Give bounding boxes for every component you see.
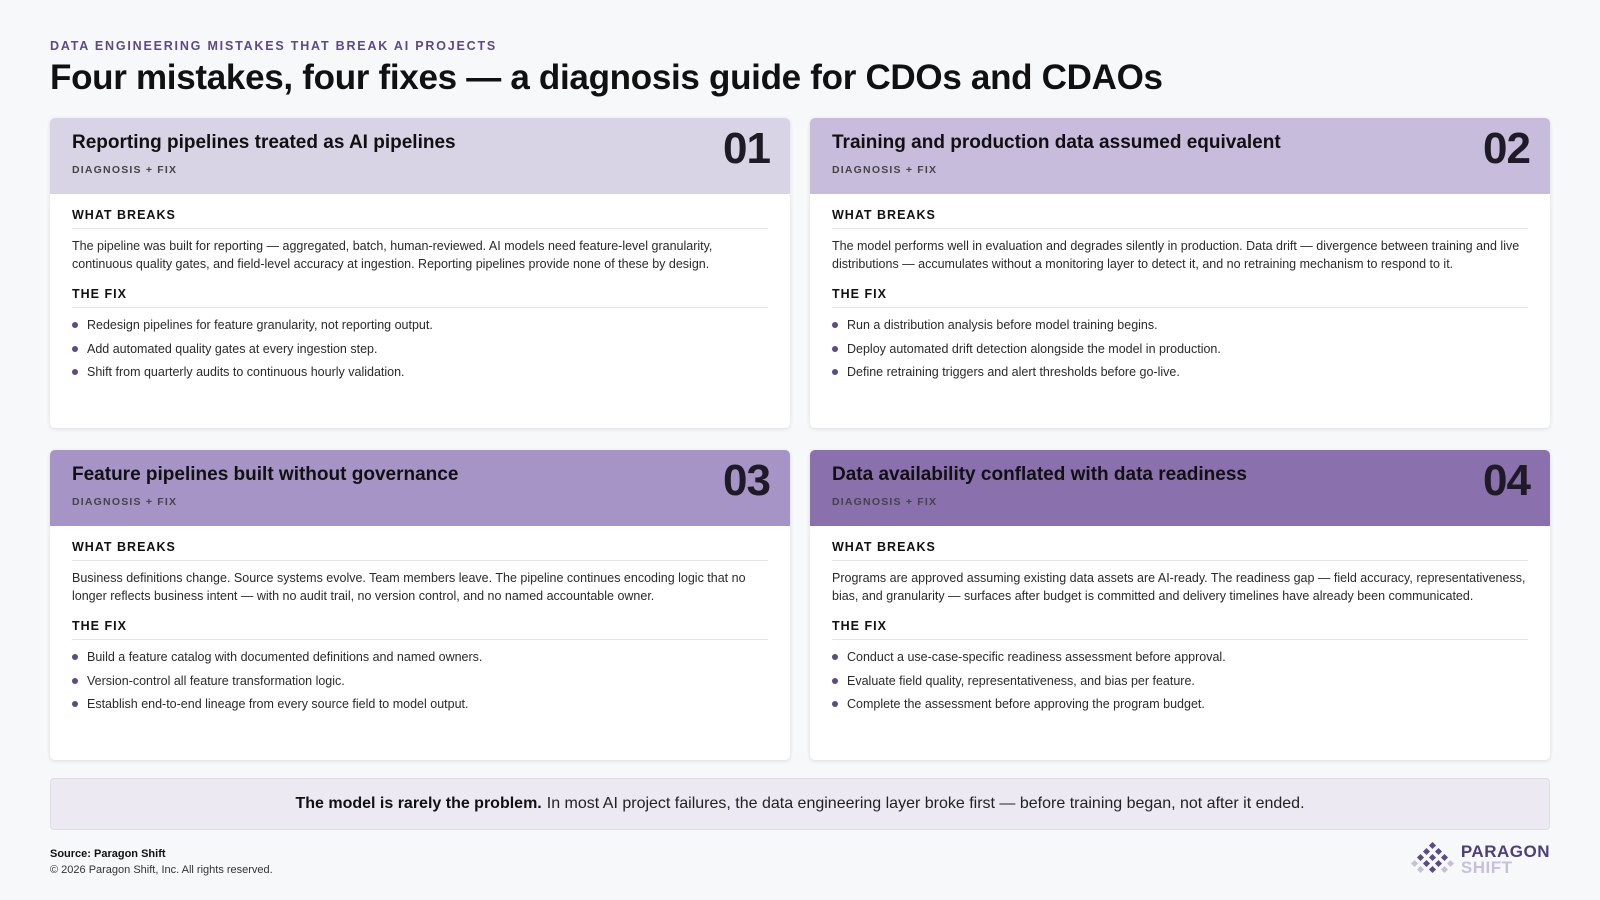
what-breaks-text: Programs are approved assuming existing data assets are AI-ready. The readiness gap — field accuracy, representativeness, bias, and granularity — surfaces after budget is committed and delivery timelines have already been communicated.	[832, 571, 1526, 603]
fix-list	[832, 648, 1528, 713]
diamond-grid-icon	[1411, 842, 1455, 878]
bullet-icon	[832, 678, 838, 684]
bullet-icon	[72, 678, 78, 684]
card-title: Reporting pipelines treated as AI pipelines	[72, 132, 456, 153]
what-breaks-text: Business definitions change. Source systems evolve. Team members leave. The pipeline continues encoding logic that no longer reflects business intent — with no audit trail, no version control, and no named accountable owner.	[72, 571, 746, 603]
bullet-icon	[832, 369, 838, 375]
mistake-card-1	[50, 118, 790, 428]
fix-list	[72, 648, 768, 713]
the-fix-label: THE FIX	[832, 287, 1528, 308]
mistake-card-2	[810, 118, 1550, 428]
the-fix-label: THE FIX	[72, 619, 768, 640]
card-number: 01	[723, 124, 770, 173]
mistake-card-3	[50, 450, 790, 760]
logo-text-paragon: PARAGON	[1460, 842, 1550, 861]
what-breaks-text: The pipeline was built for reporting — aggregated, batch, human-reviewed. AI models need feature-level granularity, continuous quality gates, and field-level accuracy at ingestion. Reporting pipelines provide none of these by design.	[72, 239, 713, 271]
card-number: 02	[1483, 124, 1530, 173]
list-item: Version-control all feature transformation logic.	[72, 672, 768, 690]
list-item: Deploy automated drift detection alongside the model in production.	[832, 340, 1528, 358]
list-item: Define retraining triggers and alert thresholds before go-live.	[832, 363, 1528, 381]
list-item: Establish end-to-end lineage from every source field to model output.	[72, 695, 768, 713]
mistake-card-4	[810, 450, 1550, 760]
card-header	[810, 118, 1550, 194]
card-subtitle: DIAGNOSIS + FIX	[832, 164, 938, 176]
list-item: Add automated quality gates at every ingestion step.	[72, 340, 768, 358]
bullet-icon	[72, 322, 78, 328]
the-fix-label: THE FIX	[832, 619, 1528, 640]
company-logo	[1411, 842, 1550, 878]
what-breaks-label: WHAT BREAKS	[832, 208, 1528, 229]
what-breaks-label: WHAT BREAKS	[72, 540, 768, 561]
eyebrow: DATA ENGINEERING MISTAKES THAT BREAK AI PROJECTS	[50, 39, 498, 53]
the-fix-label: THE FIX	[72, 287, 768, 308]
card-header	[50, 450, 790, 526]
card-header	[50, 118, 790, 194]
card-subtitle: DIAGNOSIS + FIX	[72, 496, 178, 508]
card-subtitle: DIAGNOSIS + FIX	[832, 496, 938, 508]
card-title: Feature pipelines built without governance	[72, 464, 459, 485]
card-header	[810, 450, 1550, 526]
fix-list	[832, 316, 1528, 381]
card-body	[810, 194, 1550, 381]
cards-grid	[50, 118, 1550, 760]
source-note: Source: Paragon Shift	[50, 848, 166, 860]
callout-bold: The model is rarely the problem.	[295, 795, 542, 812]
copyright: © 2026 Paragon Shift, Inc. All rights reserved.	[50, 864, 273, 876]
list-item: Shift from quarterly audits to continuous hourly validation.	[72, 363, 768, 381]
logo-text-shift: SHIFT	[1460, 858, 1513, 877]
page-title: Four mistakes, four fixes — a diagnosis guide for CDOs and CDAOs	[50, 58, 1163, 97]
card-body	[810, 526, 1550, 713]
card-number: 03	[723, 456, 770, 505]
bullet-icon	[832, 654, 838, 660]
card-title: Training and production data assumed equivalent	[832, 132, 1281, 153]
list-item: Complete the assessment before approving the program budget.	[832, 695, 1528, 713]
list-item: Redesign pipelines for feature granularity, not reporting output.	[72, 316, 768, 334]
what-breaks-text: The model performs well in evaluation and degrades silently in production. Data drift — divergence between training and live distributions — accumulates without a monitoring layer to detect it, and no retraining mechanism to respond to it.	[832, 239, 1520, 271]
list-item: Evaluate field quality, representativeness, and bias per feature.	[832, 672, 1528, 690]
bullet-icon	[72, 701, 78, 707]
bullet-icon	[832, 701, 838, 707]
bullet-icon	[832, 322, 838, 328]
list-item: Run a distribution analysis before model training begins.	[832, 316, 1528, 334]
card-title: Data availability conflated with data readiness	[832, 464, 1247, 485]
card-subtitle: DIAGNOSIS + FIX	[72, 164, 178, 176]
callout-text: In most AI project failures, the data engineering layer broke first — before training began, not after it ended.	[546, 795, 1305, 812]
list-item: Build a feature catalog with documented definitions and named owners.	[72, 648, 768, 666]
what-breaks-label: WHAT BREAKS	[72, 208, 768, 229]
fix-list	[72, 316, 768, 381]
what-breaks-label: WHAT BREAKS	[832, 540, 1528, 561]
list-item: Conduct a use-case-specific readiness assessment before approval.	[832, 648, 1528, 666]
bullet-icon	[72, 369, 78, 375]
bullet-icon	[72, 654, 78, 660]
bullet-icon	[832, 346, 838, 352]
key-takeaway-callout	[50, 778, 1550, 830]
card-body	[50, 526, 790, 713]
card-number: 04	[1483, 456, 1530, 505]
bullet-icon	[72, 346, 78, 352]
card-body	[50, 194, 790, 381]
